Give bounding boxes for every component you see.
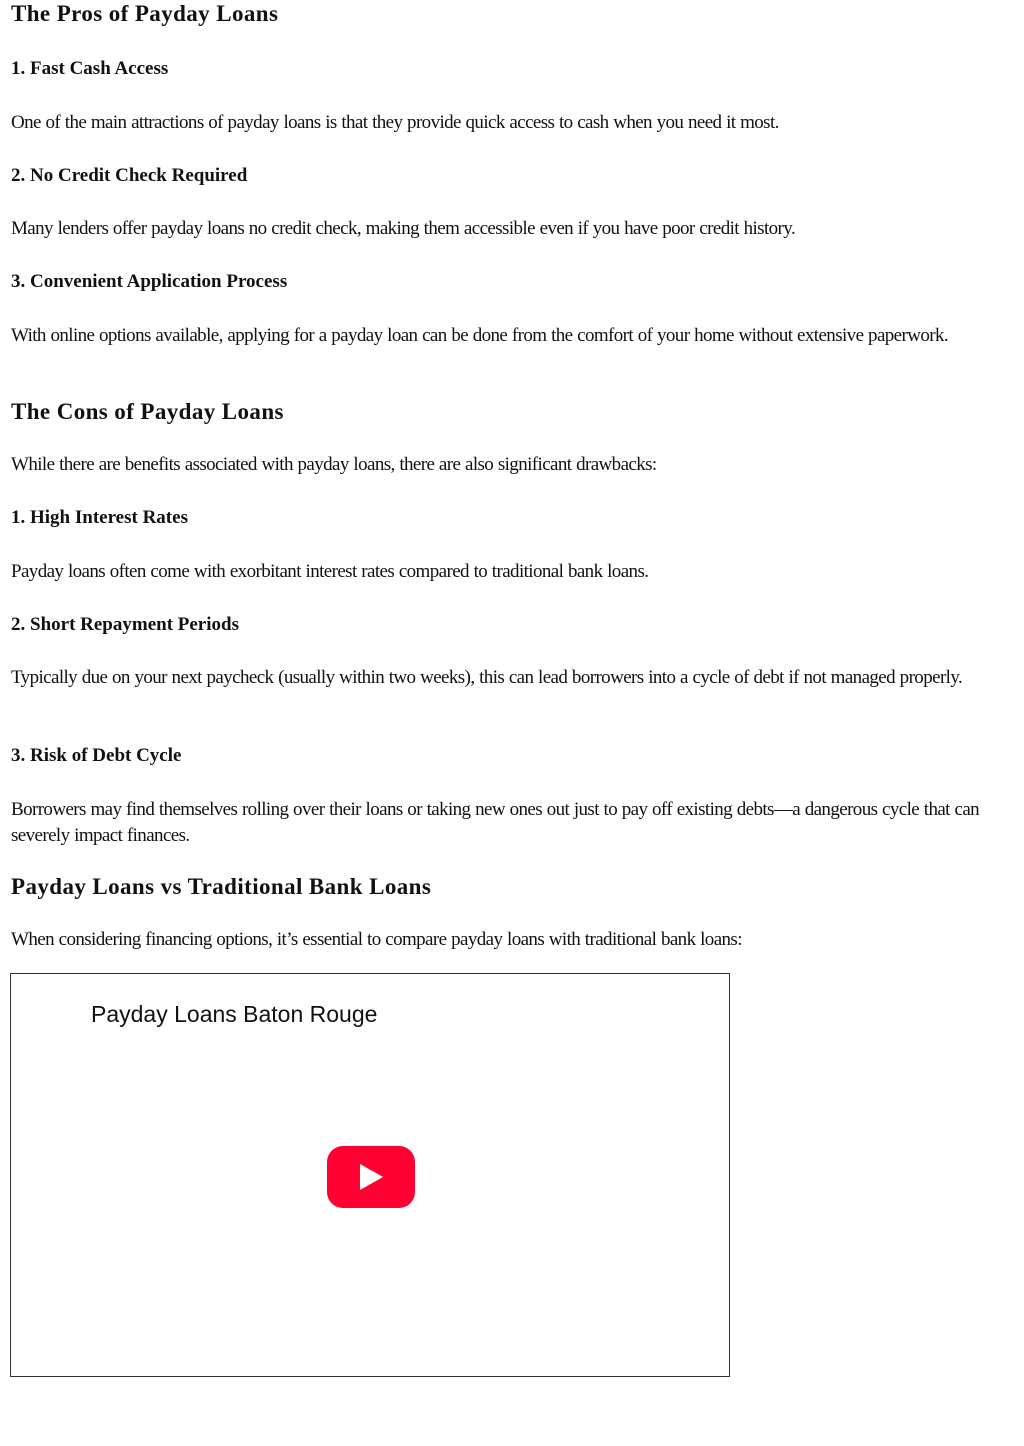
pros-item-3-title: 3. Convenient Application Process <box>11 271 288 292</box>
pros-item-1-title: 1. Fast Cash Access <box>11 58 169 79</box>
pros-item-2-title: 2. No Credit Check Required <box>11 165 248 186</box>
video-title[interactable]: Payday Loans Baton Rouge <box>91 1001 378 1027</box>
pros-item-3-text: With online options available, applying for a payday loan can be done from the comfort of your home without extensive paperwork. <box>11 325 949 346</box>
cons-intro: While there are benefits associated with payday loans, there are also significant drawbacks: <box>11 454 657 475</box>
cons-item-1-title: 1. High Interest Rates <box>11 507 188 528</box>
comparison-intro: When considering financing options, it’s essential to compare payday loans with traditional bank loans: <box>11 929 742 950</box>
play-button[interactable] <box>327 1146 415 1208</box>
play-icon <box>360 1164 383 1190</box>
cons-item-1-text: Payday loans often come with exorbitant interest rates compared to traditional bank loans. <box>11 561 649 582</box>
pros-item-2-text: Many lenders offer payday loans no credit check, making them accessible even if you have poor credit history. <box>11 218 796 239</box>
cons-item-2-title: 2. Short Repayment Periods <box>11 614 239 635</box>
cons-item-3-text: Borrowers may find themselves rolling over their loans or taking new ones out just to pay off existing debts—a dangerous cycle that can severely impact finances. <box>11 799 980 846</box>
video-embed[interactable] <box>10 973 730 1377</box>
cons-item-2-text: Typically due on your next paycheck (usually within two weeks), this can lead borrowers into a cycle of debt if not managed properly. <box>11 667 963 688</box>
comparison-heading: Payday Loans vs Traditional Bank Loans <box>11 874 432 899</box>
cons-heading: The Cons of Payday Loans <box>11 399 284 424</box>
cons-item-3-title: 3. Risk of Debt Cycle <box>11 745 182 766</box>
pros-item-1-text: One of the main attractions of payday loans is that they provide quick access to cash when you need it most. <box>11 112 779 133</box>
pros-heading: The Pros of Payday Loans <box>11 1 279 26</box>
